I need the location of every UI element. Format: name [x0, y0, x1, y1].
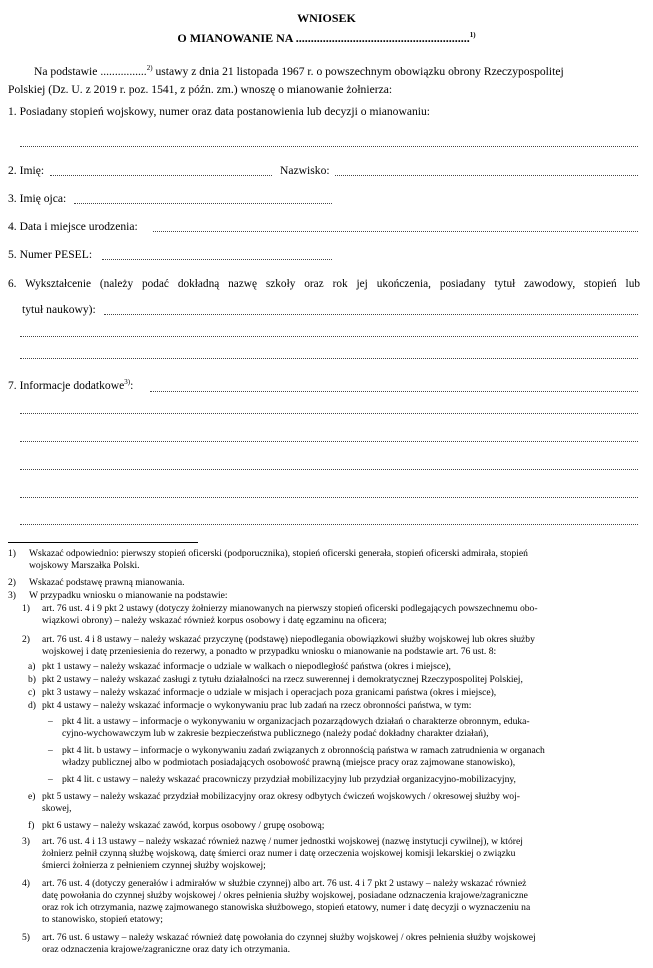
- footnote-text: datę powołania do czynnej służby wojskowej / okres pełnienia służby wojskowej, posiadane odznaczenia krajowe/zagraniczne: [42, 890, 528, 901]
- footnote-marker: 3): [22, 836, 30, 847]
- footnote-marker: 4): [22, 878, 30, 889]
- footnote-text: pkt 3 ustawy – należy wskazać informacje o udziale w misjach i operacjach poza granicami państwa (okres i miejsce),: [42, 687, 497, 698]
- footnote-marker: c): [28, 687, 36, 698]
- footnote-text: żołnierz pełnił czynną służbę wojskową, datę śmierci oraz numer i datę orzeczenia wojskowej komisji lekarskiej o związku: [42, 848, 516, 859]
- footnote-marker: 1): [8, 548, 16, 559]
- footnote-marker: –: [48, 745, 53, 756]
- footnote-marker: b): [28, 674, 36, 685]
- footnote-text: wiązkowi obrony) – należy wskazać również korpus osobowy i datę egzaminu na oficera;: [42, 615, 387, 626]
- footnote-text: pkt 4 lit. c ustawy – należy wskazać pracowniczy przydział mobilizacyjny lub przydział organizacyjno-mobilizacyjny,: [62, 774, 516, 785]
- field-6-label: 6. Wykształcenie (należy podać dokładną nazwę szkoły oraz rok jej ukończenia, posiadany tytuł zawodowy, stopień lub: [8, 278, 640, 290]
- footnote-marker: 5): [22, 932, 30, 943]
- footnote-marker: 2): [8, 577, 16, 588]
- footnote-text: oraz odznaczenia krajowe/zagraniczne oraz daty ich otrzymania.: [42, 944, 290, 955]
- field-2-label: 2. Imię:: [8, 164, 45, 177]
- footnote-text: art. 76 ust. 4 i 9 pkt 2 ustawy (dotyczy żołnierzy mianowanych na pierwszy stopień oficerski podlegających powszechnemu obo-: [42, 603, 538, 614]
- footnote-text: to stanowisko, stopień etatowy;: [42, 914, 163, 925]
- surname-input[interactable]: [335, 175, 638, 176]
- field-5-label: 5. Numer PESEL:: [8, 248, 93, 261]
- additional-info-input-2[interactable]: [20, 413, 638, 414]
- footnote-text: wojskowej i datę przeniesienia do rezerwy, a ponadto w przypadku wniosku o mianowanie na podstawie art. 76 ust. 8:: [42, 646, 497, 657]
- additional-info-input-6[interactable]: [20, 524, 638, 525]
- footnote-marker: d): [28, 700, 36, 711]
- intro-paragraph: [8, 63, 640, 81]
- field-7-colon: :: [130, 379, 134, 392]
- footnote-text: art. 76 ust. 4 (dotyczy generałów i admirałów w służbie czynnej) albo art. 76 ust. 4 i 7 pkt 2 ustawy – należy wskazać również: [42, 878, 527, 889]
- footnote-text: skowej,: [42, 803, 72, 814]
- footnote-text: oraz rok ich otrzymania, nazwę zajmowanego stanowiska służbowego, stopień etatowy, numer i datę decyzji o wyznaczeniu na: [42, 902, 531, 913]
- footnote-text: pkt 4 ustawy – należy wskazać informacje o wykonywaniu prac lub zadań na rzecz obronności państwa, w tym:: [42, 700, 472, 711]
- footnote-marker: –: [48, 774, 53, 785]
- father-name-input[interactable]: [74, 203, 332, 204]
- form-subtitle: [0, 31, 653, 45]
- intro-text-a: Na podstawie: [34, 65, 101, 78]
- additional-info-input-4[interactable]: [20, 469, 638, 470]
- footnote-text: art. 76 ust. 4 i 13 ustawy – należy wskazać również nazwę / numer jednostki wojskowej (nazwę instytucji cywilnej), w której: [42, 836, 523, 847]
- footnote-ref-1: 1): [469, 31, 476, 39]
- field-4-label: 4. Data i miejsce urodzenia:: [8, 220, 138, 233]
- footnote-marker: –: [48, 716, 53, 727]
- education-input-1[interactable]: [104, 314, 638, 315]
- education-input-3[interactable]: [20, 358, 638, 359]
- footnote-text: pkt 2 ustawy – należy wskazać zasługi z tytułu działalności na rzecz suwerennej i demokratycznej Rzeczypospolitej Polskiej,: [42, 674, 523, 685]
- field-1-input[interactable]: [20, 146, 638, 147]
- footnote-marker: 1): [22, 603, 30, 614]
- footnote-text: władzy publicznej albo w podmiotach posiadających osobowość prawną (miejsce pracy oraz zajmowane stanowisko),: [62, 757, 516, 768]
- legal-basis-blank[interactable]: ................: [100, 65, 147, 78]
- footnote-separator: [8, 542, 198, 543]
- rank-blank[interactable]: ..........................................................: [295, 31, 470, 45]
- footnote-marker: 3): [8, 590, 16, 601]
- footnote-text: pkt 1 ustawy – należy wskazać informacje o udziale w walkach o niepodległość państwa (okres i miejsce),: [42, 661, 451, 672]
- footnote-text: pkt 5 ustawy – należy wskazać przydział mobilizacyjny oraz okresy odbytych ćwiczeń wojskowych / okresowej służby woj-: [42, 791, 520, 802]
- footnote-text: W przypadku wniosku o mianowanie na podstawie:: [29, 590, 228, 601]
- field-6-label-cont: tytuł naukowy):: [22, 303, 96, 316]
- field-7-text: 7. Informacje dodatkowe: [8, 379, 125, 392]
- education-input-2[interactable]: [20, 336, 638, 337]
- footnote-ref-3: 3): [124, 378, 131, 387]
- pesel-input[interactable]: [102, 259, 332, 260]
- surname-label: Nazwisko:: [280, 164, 330, 177]
- form-title: WNIOSEK: [297, 11, 356, 25]
- footnote-text: pkt 4 lit. b ustawy – informacje o wykonywaniu zadań związanych z obronnością państwa w ramach zatrudnienia w organach: [62, 745, 545, 756]
- additional-info-input-3[interactable]: [20, 441, 638, 442]
- footnote-text: art. 76 ust. 6 ustawy – należy wskazać również datę powołania do czynnej służby wojskowej / okres pełnienia służby wojskowej: [42, 932, 536, 943]
- field-7-label: [8, 379, 133, 393]
- footnote-text: Wskazać odpowiednio: pierwszy stopień oficerski (podporucznika), stopień oficerski generała, stopień oficerski admirała, stopień: [29, 548, 528, 559]
- footnote-ref-2: 2): [146, 64, 153, 73]
- footnote-text: art. 76 ust. 4 i 8 ustawy – należy wskazać przyczynę (podstawę) niepodlegania obowiązkowi służby wojskowej lub okres służby: [42, 634, 535, 645]
- footnote-marker: a): [28, 661, 36, 672]
- footnote-marker: e): [28, 791, 36, 802]
- additional-info-input-1[interactable]: [150, 391, 638, 392]
- footnote-text: cyjno-wychowawczym lub w zakresie bezpieczeństwa publicznego (należy podać dokładny charakter działań),: [62, 728, 489, 739]
- field-3-label: 3. Imię ojca:: [8, 192, 67, 205]
- first-name-input[interactable]: [50, 175, 272, 176]
- footnote-text: pkt 4 lit. a ustawy – informacje o wykonywaniu w organizacjach pozarządowych działań o charakterze obronnym, eduka-: [62, 716, 530, 727]
- intro-text-b: ustawy z dnia 21 listopada 1967 r. o powszechnym obowiązku obrony Rzeczypospolitej: [152, 65, 564, 78]
- footnote-text: wojskowy Marszałka Polski.: [29, 560, 140, 571]
- footnote-marker: 2): [22, 634, 30, 645]
- subtitle-text: O MIANOWANIE NA: [177, 31, 296, 45]
- footnote-text: pkt 6 ustawy – należy wskazać zawód, korpus osobowy / grupę osobową;: [42, 820, 325, 831]
- birth-date-place-input[interactable]: [153, 231, 638, 232]
- footnote-text: śmierci żołnierza z pełnieniem czynnej służby wojskowej;: [42, 860, 266, 871]
- footnote-marker: f): [28, 820, 35, 831]
- additional-info-input-5[interactable]: [20, 497, 638, 498]
- intro-paragraph-2: Polskiej (Dz. U. z 2019 r. poz. 1541, z późn. zm.) wnoszę o mianowanie żołnierza:: [8, 83, 393, 96]
- footnote-text: Wskazać podstawę prawną mianowania.: [29, 577, 185, 588]
- field-1-label: 1. Posiadany stopień wojskowy, numer oraz data postanowienia lub decyzji o mianowaniu:: [8, 105, 431, 118]
